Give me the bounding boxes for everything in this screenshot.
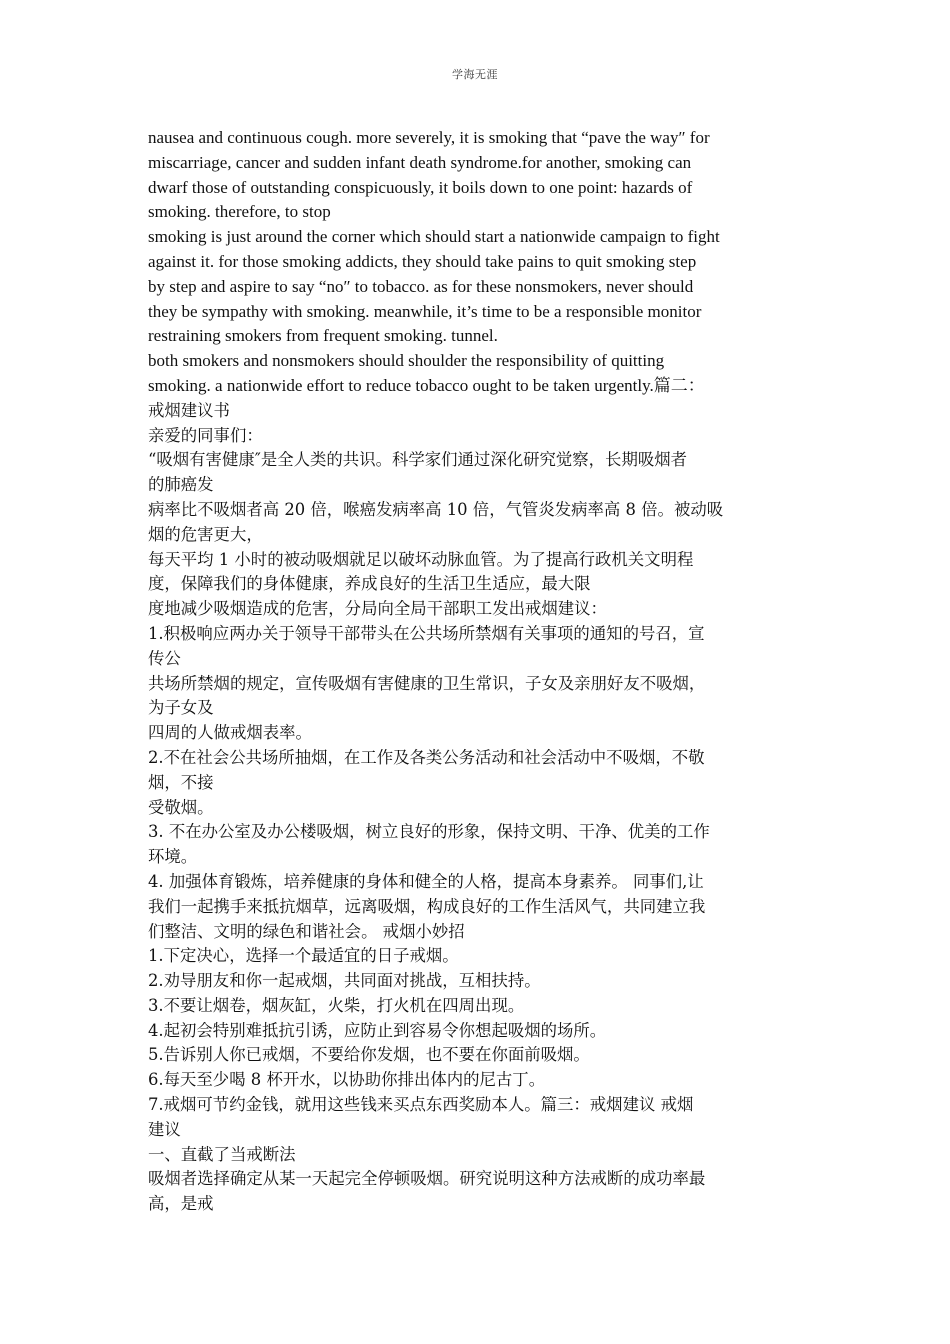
section-title: 戒烟建议书 [148,400,230,420]
text-line: “吸烟有害健康″是全人类的共识。科学家们通过深化研究觉察，长期吸烟者 [148,450,687,470]
text-line: 的肺癌发 [148,475,214,495]
text-line: smoking. a nationwide effort to reduce tobacco ought to be taken urgently.篇二： [148,375,705,395]
text-line: 高，是戒 [148,1194,214,1214]
list-item: 4. 加强体育锻炼，培养健康的身体和健全的人格，提高本身素养。 同事们,让 [148,871,704,891]
text-line: 传公 [148,648,181,668]
text-line: dwarf those of outstanding conspicuously, it boils down to one point: hazards of [148,177,693,197]
document-body [148,126,808,1217]
text-line: against it. for those smoking addicts, they should take pains to quit smoking step [148,251,697,271]
text-line: both smokers and nonsmokers should shoulder the responsibility of quitting [148,351,665,371]
text-line: smoking. therefore, to stop [148,202,331,222]
page-header: 学海无涯 [452,68,498,81]
text-line: 四周的人做戒烟表率。 [148,723,312,743]
text-line: 病率比不吸烟者高 20 倍，喉癌发病率高 10 倍，气管炎发病率高 8 倍。被动吸 [148,499,724,519]
text-line: 建议 [148,1119,181,1139]
text-line: by step and aspire to say “no″ to tobacco. as for these nonsmokers, never should [148,276,694,296]
text-line: 每天平均 1 小时的被动吸烟就足以破坏动脉血管。为了提高行政机关文明程 [148,549,694,569]
text-line: 吸烟者选择确定从某一天起完全停顿吸烟。研究说明这种方法戒断的成功率最 [148,1169,706,1189]
text-line: 烟的危害更大， [148,524,263,544]
text-line: 环境。 [148,847,198,867]
list-item: 3. 不在办公室及办公楼吸烟，树立良好的形象，保持文明、干净、优美的工作 [148,822,710,842]
text-line: miscarriage, cancer and sudden infant death syndrome.for another, smoking can [148,152,692,172]
list-item: 1.积极响应两办关于领导干部带头在公共场所禁烟有关事项的通知的号召，宣 [148,623,705,643]
section-heading: 一、直截了当戒断法 [148,1144,296,1164]
text-line: 受敬烟。 [148,797,214,817]
list-item: 1.下定决心，选择一个最适宜的日子戒烟。 [148,946,459,966]
list-item: 2.劝导朋友和你一起戒烟，共同面对挑战，互相扶持。 [148,971,541,991]
list-item: 2.不在社会公共场所抽烟，在工作及各类公务活动和社会活动中不吸烟，不敬 [148,747,705,767]
text-line: 们整洁、文明的绿色和谐社会。 戒烟小妙招 [148,921,465,941]
text-line: 度，保障我们的身体健康，养成良好的生活卫生适应，最大限 [148,574,591,594]
text-line: 共场所禁烟的规定，宣传吸烟有害健康的卫生常识，子女及亲朋好友不吸烟， [148,673,706,693]
text-line: 我们一起携手来抵抗烟草，远离吸烟，构成良好的工作生活风气，共同建立我 [148,896,706,916]
text-line: nausea and continuous cough. more severely, it is smoking that “pave the way″ for [148,128,710,147]
list-item: 5.告诉别人你已戒烟，不要给你发烟，也不要在你面前吸烟。 [148,1045,590,1065]
salutation: 亲爱的同事们： [148,425,263,445]
list-item: 6.每天至少喝 8 杯开水，以协助你排出体内的尼古丁。 [148,1070,546,1090]
text-line: restraining smokers from frequent smoking. tunnel. [148,326,498,346]
text-line: 烟，不接 [148,772,214,792]
list-item: 3.不要让烟卷，烟灰缸，火柴，打火机在四周出现。 [148,995,525,1015]
list-item: 7.戒烟可节约金钱，就用这些钱来买点东西奖励本人。篇三：戒烟建议 戒烟 [148,1095,694,1115]
text-line: 度地减少吸烟造成的危害，分局向全局干部职工发出戒烟建议： [148,599,607,619]
list-item: 4.起初会特别难抵抗引诱，应防止到容易令你想起吸烟的场所。 [148,1020,607,1040]
text-line: smoking is just around the corner which should start a nationwide campaign to fight [148,227,720,247]
text-line: 为子女及 [148,698,214,718]
text-line: they be sympathy with smoking. meanwhile, it’s time to be a responsible monitor [148,301,702,321]
